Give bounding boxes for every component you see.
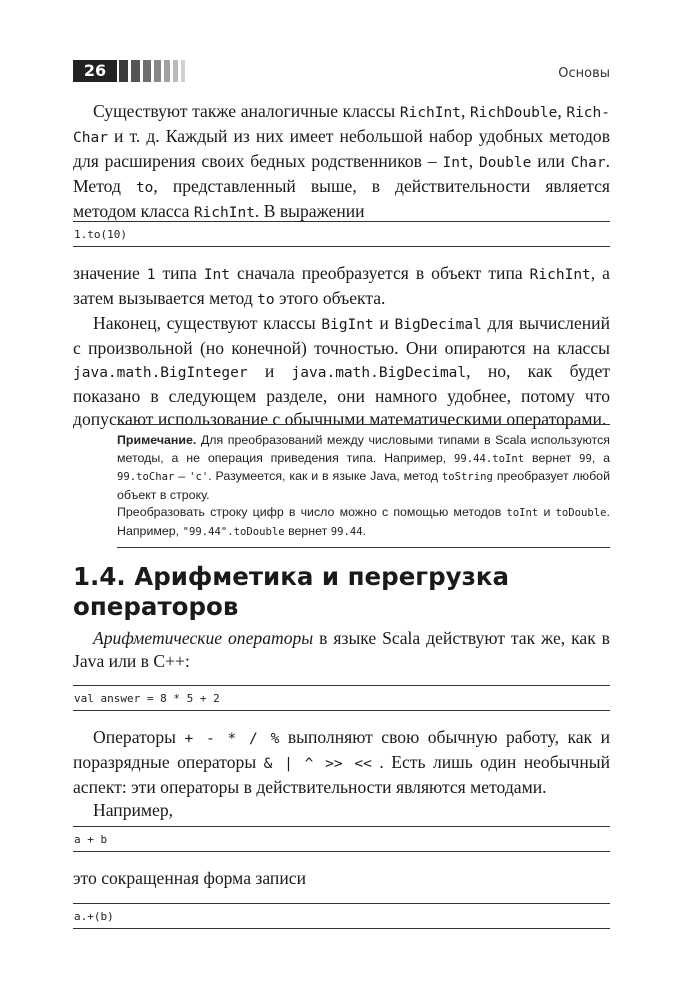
paragraph-operators	[73, 726, 610, 822]
text: . Метод	[73, 151, 611, 196]
inline-code: toDouble	[555, 507, 607, 520]
inline-code: to	[135, 180, 154, 196]
section-heading: 1.4. Арифметика и перегрузка операторов	[73, 562, 510, 621]
inline-code: "99.44".toDouble	[182, 525, 285, 538]
inline-code: Rich-Char	[73, 105, 610, 146]
text: вернет	[524, 450, 580, 465]
header-decoration-bars	[119, 60, 188, 82]
code-block: a.+(b)	[73, 903, 610, 929]
text: ,	[557, 101, 567, 121]
note-label: Примечание.	[117, 433, 197, 447]
text: –	[174, 469, 190, 484]
page-number: 26	[73, 60, 117, 82]
inline-code: 99.44.toInt	[454, 452, 525, 465]
text: ,	[460, 101, 470, 121]
text: в языке Scala действуют так же, как в Java или в C++:	[73, 628, 610, 671]
paragraph-arithmetic	[73, 627, 610, 673]
paragraph-rich-classes	[73, 100, 610, 225]
inline-code: java.math.BigInteger	[73, 365, 248, 381]
header-bar	[154, 60, 161, 82]
text: .	[362, 523, 367, 538]
text: сначала преобразуется в объект типа	[230, 263, 530, 283]
inline-code: Int	[203, 267, 231, 283]
inline-code: Double	[478, 155, 532, 171]
text: преобразует любой объект в строку.	[117, 469, 610, 502]
text: это сокращенная форма записи	[73, 868, 306, 888]
inline-code: + - * / %	[184, 731, 280, 747]
inline-code: java.math.BigDecimal	[291, 365, 467, 381]
header-bar	[164, 60, 170, 82]
text: . Есть лишь один необычный аспект: эти операторы в действительности являются методами.	[73, 752, 611, 797]
inline-code: 99	[579, 452, 592, 465]
inline-code: RichDouble	[470, 105, 558, 121]
inline-code: toInt	[506, 507, 539, 520]
inline-code: BigInt	[321, 317, 374, 333]
text: . В выражении	[254, 201, 365, 221]
text: Для преобразований между числовыми типами в Scala используются методы, а не операция приведения типа. Например,	[117, 433, 610, 465]
inline-code: toString	[441, 471, 493, 484]
text: . Например,	[117, 505, 610, 538]
text: Операторы	[93, 727, 185, 747]
code-block: val answer = 8 * 5 + 2	[73, 685, 610, 711]
text: для вычислений с произвольной (но конечной) точностью. Они опираются на классы	[73, 313, 611, 358]
text: или	[531, 151, 571, 171]
text: значение	[73, 263, 147, 283]
text: Наконец, существуют классы	[93, 313, 322, 333]
paragraph-short-form	[73, 867, 610, 890]
text: выполняют свою обычную работу, как и поразрядные операторы	[73, 727, 610, 772]
inline-code: Char	[570, 155, 606, 171]
inline-code: & | ^ >> <<	[263, 756, 372, 772]
text: , представленный выше, в действительности является методом класса	[73, 176, 610, 221]
paragraph-bigint	[73, 312, 610, 431]
italic-term: Арифметические операторы	[93, 628, 314, 648]
header-bar	[143, 60, 151, 82]
inline-code: 'c'	[189, 471, 209, 484]
paragraph-conversion	[73, 262, 610, 431]
inline-code: RichInt	[529, 267, 591, 283]
inline-code: to	[257, 292, 275, 308]
note-box	[117, 424, 610, 548]
text: , а затем вызывается метод	[73, 263, 610, 308]
inline-code: RichInt	[193, 205, 255, 221]
text: , а	[591, 450, 610, 465]
inline-code: 99.44	[330, 525, 363, 538]
text: и	[247, 361, 292, 381]
text: . Разумеется, как и в языке Java, метод	[208, 469, 442, 484]
inline-code: RichInt	[399, 105, 461, 121]
inline-code: 99.toChar	[117, 471, 175, 484]
header-bar	[131, 60, 140, 82]
header-bar	[119, 60, 128, 82]
text: и	[373, 313, 395, 333]
text: , но, как будет показано в следующем разделе, они намного удобнее, потому что допускают использование с обычными математическими операторами.	[73, 361, 610, 429]
inline-code: BigDecimal	[394, 317, 482, 333]
running-header-section: Основы	[558, 66, 610, 81]
text: и т. д. Каждый из них имеет небольшой набор удобных методов для расширения своих бедных родственников –	[73, 126, 610, 171]
text: этого объекта.	[274, 288, 386, 308]
code-block: 1.to(10)	[73, 221, 610, 247]
header-bar	[173, 60, 178, 82]
text: и	[538, 505, 556, 520]
header-bar	[181, 60, 185, 82]
inline-code: 1	[146, 267, 156, 283]
text: ,	[468, 151, 479, 171]
text: типа	[155, 263, 204, 283]
text: вернет	[284, 523, 331, 538]
text: Преобразовать строку цифр в число можно с помощью методов	[117, 505, 507, 520]
inline-code: Int	[442, 155, 469, 171]
code-block: a + b	[73, 826, 610, 852]
text: Существуют также аналогичные классы	[93, 101, 400, 121]
paragraph-example: Например,	[93, 800, 174, 820]
